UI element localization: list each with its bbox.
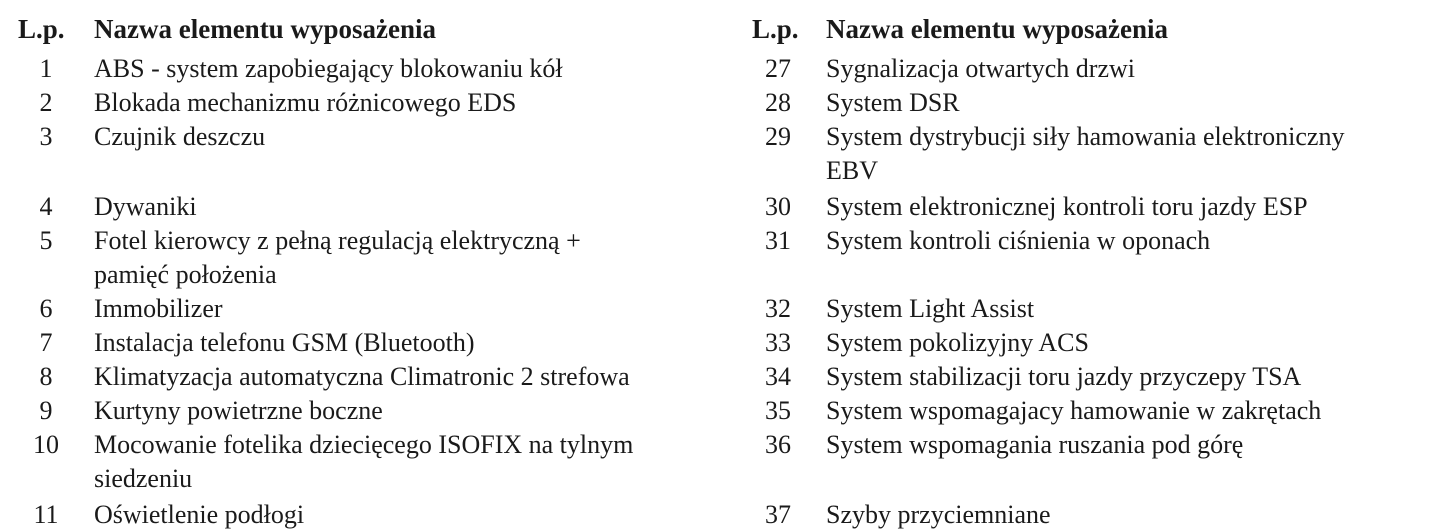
row-label: [94, 86, 516, 120]
row-number: 3: [39, 122, 53, 151]
row-number: 31: [765, 226, 791, 255]
row-label: [826, 292, 1034, 326]
row-label: [826, 428, 1243, 462]
row-number: 35: [765, 396, 791, 425]
row-label-line: pamięć położenia: [94, 260, 277, 289]
row-label: [94, 292, 223, 326]
row-label-line: Klimatyzacja automatyczna Climatronic 2 strefowa: [94, 362, 630, 391]
row-label: [826, 326, 1089, 360]
row-number: 1: [39, 54, 53, 83]
row-label: [826, 224, 1210, 258]
row-label: [826, 498, 1051, 532]
row-number: 7: [39, 328, 53, 357]
row-number: 10: [33, 430, 59, 459]
row-label-line: Fotel kierowcy z pełną regulacją elektryczną +: [94, 226, 581, 255]
row-label: [94, 428, 633, 496]
row-number: 28: [765, 88, 791, 117]
row-label-line: System kontroli ciśnienia w oponach: [826, 226, 1211, 255]
row-number: 11: [33, 500, 59, 529]
row-label: [94, 326, 475, 360]
row-label-line: Oświetlenie podłogi: [94, 500, 305, 529]
header-name: Nazwa elementu wyposażenia: [826, 14, 1168, 44]
row-label-line: System wspomagajacy hamowanie w zakrętach: [826, 396, 1322, 425]
row-label-line: Czujnik deszczu: [94, 122, 266, 151]
row-label-line: Immobilizer: [94, 294, 223, 323]
row-label-line: Blokada mechanizmu różnicowego EDS: [94, 88, 517, 117]
row-label: [826, 360, 1301, 394]
row-label-line: Kurtyny powietrzne boczne: [94, 396, 383, 425]
row-label-line: System Light Assist: [826, 294, 1035, 323]
row-label: [826, 120, 1344, 188]
row-label-line: System pokolizyjny ACS: [826, 328, 1089, 357]
row-number: 29: [765, 122, 791, 151]
row-label: [94, 360, 630, 394]
row-label-line: Mocowanie fotelika dziecięcego ISOFIX na tylnym: [94, 430, 634, 459]
row-number: 9: [39, 396, 53, 425]
row-number: 34: [765, 362, 791, 391]
row-number: 32: [765, 294, 791, 323]
header-lp: L.p.: [752, 14, 799, 44]
row-number: 30: [765, 192, 791, 221]
row-number: 27: [765, 54, 791, 83]
row-label: [826, 52, 1135, 86]
row-number: 8: [39, 362, 53, 391]
row-label: [94, 224, 581, 292]
row-label-line: Instalacja telefonu GSM (Bluetooth): [94, 328, 475, 357]
row-number: 4: [39, 192, 53, 221]
row-number: 37: [765, 500, 791, 529]
row-number: 6: [39, 294, 53, 323]
row-label-line: siedzeniu: [94, 464, 193, 493]
row-number: 33: [765, 328, 791, 357]
row-label-line: System elektronicznej kontroli toru jazdy ESP: [826, 192, 1308, 221]
row-label: [826, 190, 1308, 224]
row-label-line: EBV: [826, 156, 878, 185]
row-label: [94, 394, 383, 428]
row-label: [826, 86, 960, 120]
row-label: [826, 394, 1321, 428]
row-label: [94, 52, 563, 86]
row-label-line: Szyby przyciemniane: [826, 500, 1051, 529]
row-label-line: Dywaniki: [94, 192, 197, 221]
row-label: [94, 190, 197, 224]
row-number: 2: [39, 88, 53, 117]
row-label-line: Sygnalizacja otwartych drzwi: [826, 54, 1135, 83]
row-label-line: System stabilizacji toru jazdy przyczepy TSA: [826, 362, 1302, 391]
row-label-line: ABS - system zapobiegający blokowaniu kół: [94, 54, 563, 83]
header-lp: L.p.: [18, 14, 65, 44]
row-label-line: System dystrybucji siły hamowania elektroniczny: [826, 122, 1345, 151]
row-label-line: System wspomagania ruszania pod górę: [826, 430, 1244, 459]
row-number: 36: [765, 430, 791, 459]
row-number: 5: [39, 226, 53, 255]
header-name: Nazwa elementu wyposażenia: [94, 14, 436, 44]
row-label: [94, 120, 265, 154]
row-label: [94, 498, 304, 532]
row-label-line: System DSR: [826, 88, 960, 117]
